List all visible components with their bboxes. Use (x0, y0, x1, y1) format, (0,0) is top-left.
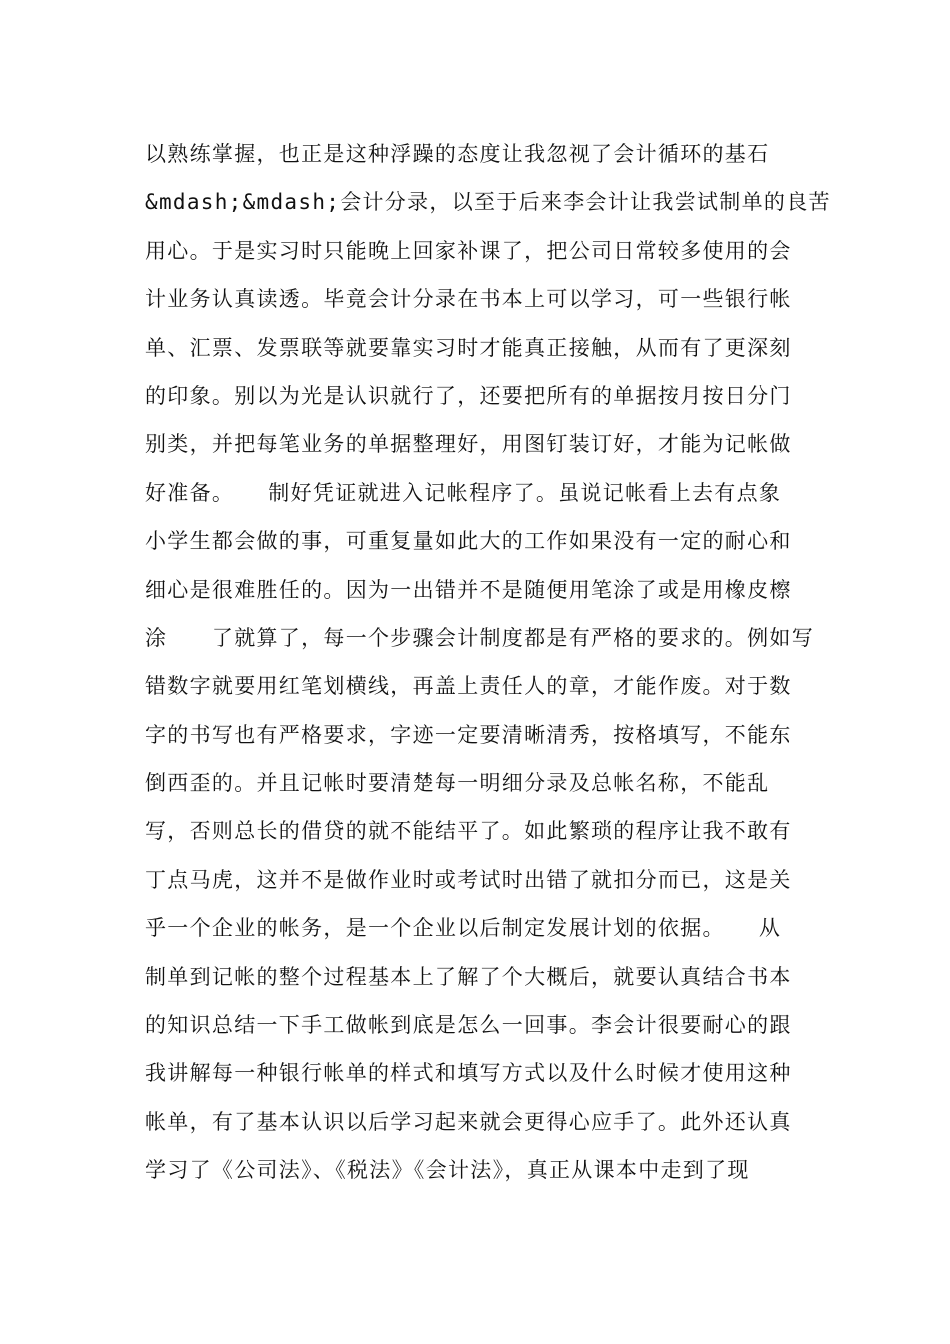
body-text (145, 130, 831, 1195)
text-line: 用心。于是实习时只能晚上回家补课了，把公司日常较多使用的会 (145, 238, 792, 263)
text-line: 帐单，有了基本认识以后学习起来就会更得心应手了。此外还认真 (145, 1109, 792, 1134)
text-line: 的印象。别以为光是认识就行了，还要把所有的单据按月按日分门 (145, 383, 792, 408)
text-line: &mdash;&mdash;会计分录，以至于后来李会计让我尝试制单的良苦 (145, 190, 831, 215)
text-line: 学习了《公司法》、《税法》《会计法》，真正从课本中走到了现 (145, 1158, 750, 1183)
text-line: 制单到记帐的整个过程基本上了解了个大概后，就要认真结合书本 (145, 964, 792, 989)
text-line: 倒西歪的。并且记帐时要清楚每一明细分录及总帐名称，不能乱 (145, 771, 770, 796)
text-line: 小学生都会做的事，可重复量如此大的工作如果没有一定的耐心和 (145, 529, 792, 554)
text-line: 涂 了就算了，每一个步骤会计制度都是有严格的要求的。例如写 (145, 625, 814, 650)
text-line: 字的书写也有严格要求，字迹一定要清晰清秀，按格填写，不能东 (145, 722, 792, 747)
text-line: 别类，并把每笔业务的单据整理好，用图钉装订好，才能为记帐做 (145, 432, 792, 457)
text-line: 乎一个企业的帐务，是一个企业以后制定发展计划的依据。 从 (145, 916, 782, 941)
text-line: 的知识总结一下手工做帐到底是怎么一回事。李会计很要耐心的跟 (145, 1013, 792, 1038)
text-line: 计业务认真读透。毕竟会计分录在书本上可以学习，可一些银行帐 (145, 287, 792, 312)
text-line: 单、汇票、发票联等就要靠实习时才能真正接触，从而有了更深刻 (145, 335, 792, 360)
text-line: 错数字就要用红笔划横线，再盖上责任人的章，才能作废。对于数 (145, 674, 792, 699)
text-line: 好准备。 制好凭证就进入记帐程序了。虽说记帐看上去有点象 (145, 480, 782, 505)
text-line: 以熟练掌握，也正是这种浮躁的态度让我忽视了会计循环的基石 (145, 142, 770, 166)
text-line: 细心是很难胜任的。因为一出错并不是随便用笔涂了或是用橡皮檫 (145, 577, 792, 602)
text-line: 写，否则总长的借贷的就不能结平了。如此繁琐的程序让我不敢有 (145, 819, 792, 844)
text-line: 我讲解每一种银行帐单的样式和填写方式以及什么时候才使用这种 (145, 1061, 792, 1086)
text-line: 丁点马虎，这并不是做作业时或考试时出错了就扣分而已，这是关 (145, 867, 792, 892)
